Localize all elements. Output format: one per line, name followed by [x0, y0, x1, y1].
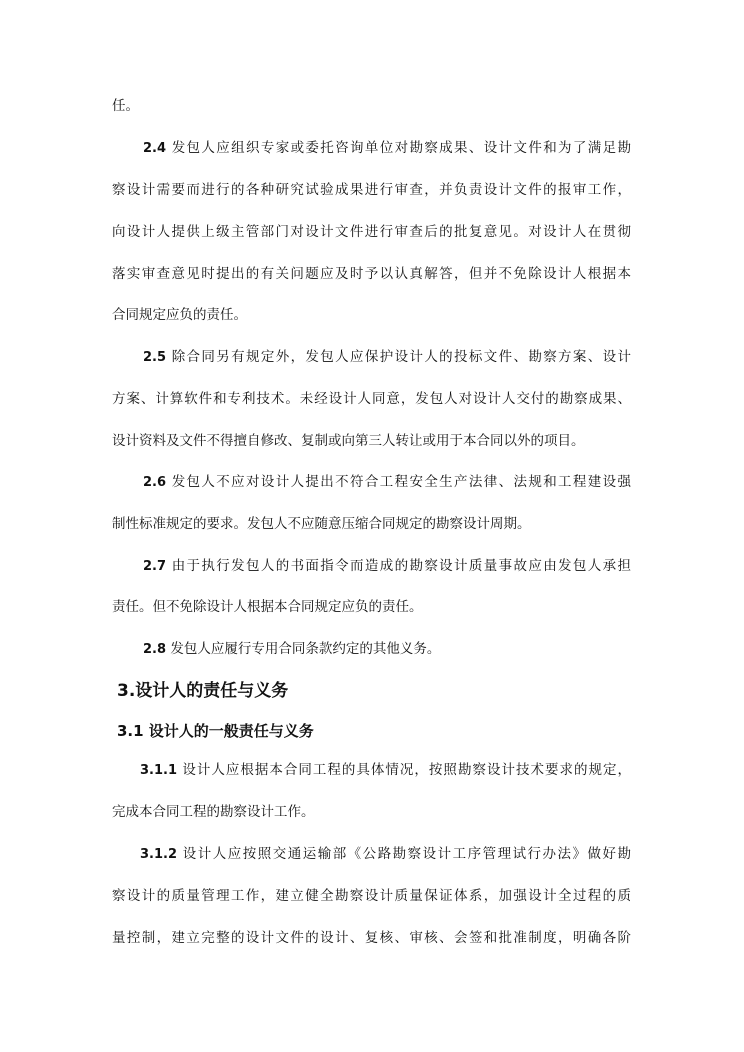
clause-2-6-line-1: 2.6 发包人不应对设计人提出不符合工程安全生产法律、法规和工程建设强: [143, 474, 631, 490]
clause-2-7-line-1: 2.7 由于执行发包人的书面指令而造成的勘察设计质量事故应由发包人承担: [143, 558, 631, 574]
clause-number: 2.4: [143, 141, 167, 156]
clause-number: 2.8: [143, 642, 167, 657]
clause-2-4-line-2: 察设计需要而进行的各种研究试验成果进行审查，并负责设计文件的报审工作，: [112, 182, 631, 198]
subsection-heading: 3.1 设计人的一般责任与义务: [117, 722, 314, 740]
clause-number: 2.5: [143, 350, 167, 365]
clause-number: 3.1.2: [140, 847, 178, 862]
clause-2-5-line-3: 设计资料及文件不得擅自修改、复制或向第三人转让或用于本合同以外的项目。: [112, 433, 585, 449]
clause-2-5-line-1: 2.5 除合同另有规定外，发包人应保护设计人的投标文件、勘察方案、设计: [143, 349, 631, 365]
clause-3-1-2-line-1: 3.1.2 设计人应按照交通运输部《公路勘察设计工序管理试行办法》做好勘: [140, 846, 631, 862]
clause-2-4-line-5: 合同规定应负的责任。: [112, 307, 247, 323]
clause-2-4-line-1: 2.4 发包人应组织专家或委托咨询单位对勘察成果、设计文件和为了满足勘: [143, 140, 631, 156]
clause-2-5-line-2: 方案、计算软件和专利技术。未经设计人同意，发包人对设计人交付的勘察成果、: [112, 391, 631, 407]
clause-3-1-1-line-2: 完成本合同工程的勘察设计工作。: [112, 804, 315, 820]
clause-number: 2.6: [143, 475, 167, 490]
clause-2-6-line-2: 制性标准规定的要求。发包人不应随意压缩合同规定的勘察设计周期。: [112, 516, 531, 532]
clause-2-8-line-1: 2.8 发包人应履行专用合同条款约定的其他义务。: [143, 641, 441, 657]
clause-3-1-2-line-2: 察设计的质量管理工作，建立健全勘察设计质量保证体系，加强设计全过程的质: [112, 888, 631, 904]
clause-3-1-2-line-3: 量控制，建立完整的设计文件的设计、复核、审核、会签和批准制度，明确各阶: [112, 930, 631, 946]
clause-number: 3.1.1: [140, 763, 178, 778]
clause-2-4-line-4: 落实审查意见时提出的有关问题应及时予以认真解答，但并不免除设计人根据本: [112, 266, 631, 282]
clause-3-1-1-line-1: 3.1.1 设计人应根据本合同工程的具体情况，按照勘察设计技术要求的规定，: [140, 762, 632, 778]
clause-2-7-line-2: 责任。但不免除设计人根据本合同规定应负的责任。: [112, 599, 423, 615]
clause-2-4-line-3: 向设计人提供上级主管部门对设计文件进行审查后的批复意见。对设计人在贯彻: [112, 224, 631, 240]
clause-number: 2.7: [143, 559, 167, 574]
paragraph-continuation: 任。: [112, 98, 139, 114]
section-heading: 3.设计人的责任与义务: [117, 681, 289, 701]
